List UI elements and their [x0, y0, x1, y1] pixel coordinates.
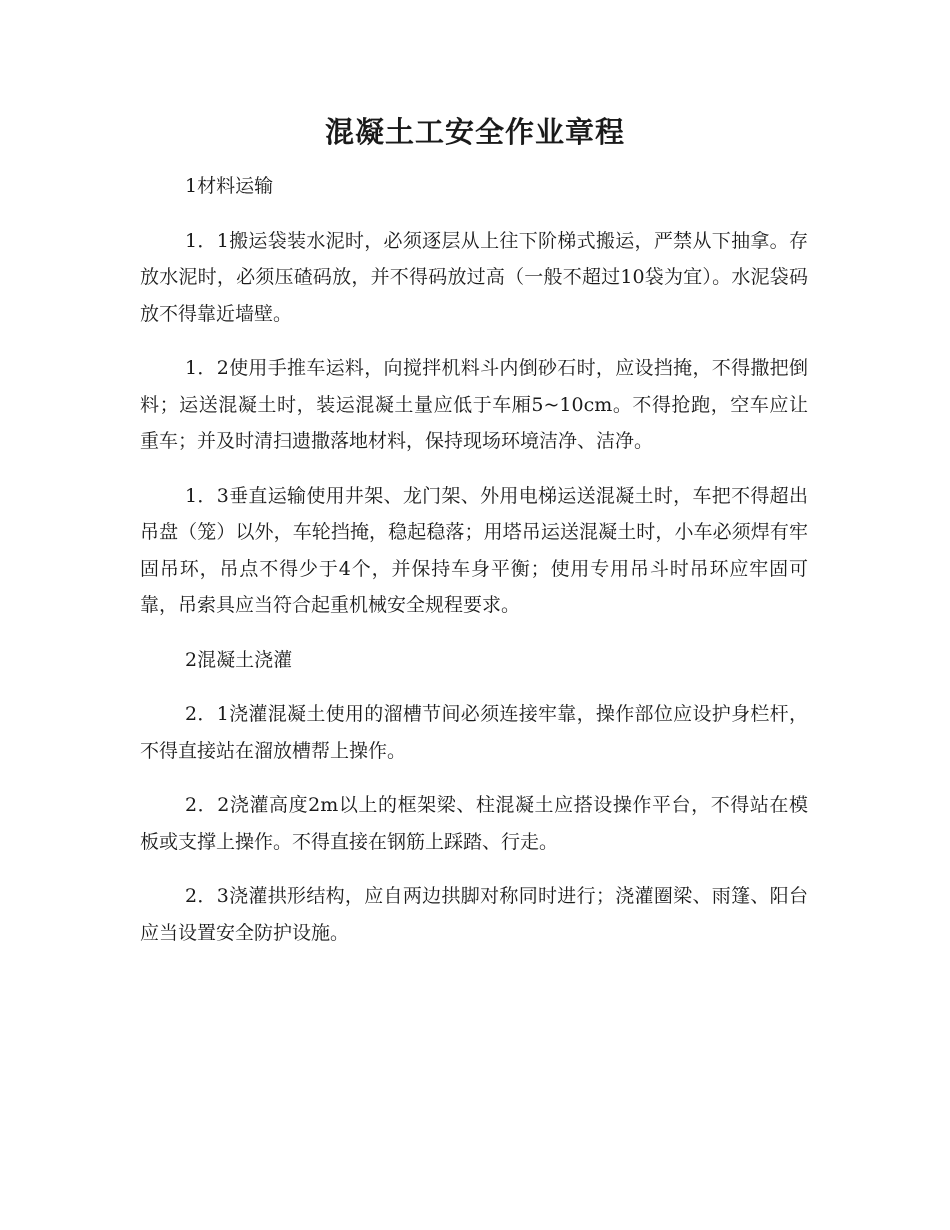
document-body	[140, 168, 808, 969]
section-heading-material-transport: 1材料运输	[185, 175, 274, 197]
paragraph-1-2: 1．2使用手推车运料，向搅拌机料斗内倒砂石时，应设挡掩，不得撒把倒料；运送混凝土时，装运混凝土量应低于车厢5~10cm。不得抢跑，空车应让重车；并及时清扫遗撒落地材料，保持现场环境洁净、洁净。	[140, 357, 808, 452]
paragraph-2-3: 2．3浇灌拱形结构，应自两边拱脚对称同时进行；浇灌圈梁、雨篷、阳台应当设置安全防护设施。	[140, 885, 808, 944]
paragraph-1-3: 1．3垂直运输使用井架、龙门架、外用电梯运送混凝土时，车把不得超出吊盘（笼）以外，车轮挡掩，稳起稳落；用塔吊运送混凝土时，小车必须焊有牢固吊环，吊点不得少于4个，并保持车身平衡；使用专用吊斗时吊环应牢固可靠，吊索具应当符合起重机械安全规程要求。	[140, 484, 808, 616]
paragraph-1-1: 1．1搬运袋装水泥时，必须逐层从上往下阶梯式搬运，严禁从下抽拿。存放水泥时，必须压碴码放，并不得码放过高（一般不超过10袋为宜）。水泥袋码放不得靠近墙壁。	[140, 229, 808, 325]
paragraph-2-2: 2．2浇灌高度2m以上的框架梁、柱混凝土应搭设操作平台，不得站在模板或支撑上操作。不得直接在钢筋上踩踏、行走。	[140, 794, 808, 853]
document-title: 混凝土工安全作业章程	[324, 115, 625, 149]
section-heading-concrete-pouring: 2混凝土浇灌	[185, 648, 293, 671]
paragraph-2-1: 2．1浇灌混凝土使用的溜槽节间必须连接牢靠，操作部位应设护身栏杆，不得直接站在溜放槽帮上操作。	[140, 703, 808, 762]
